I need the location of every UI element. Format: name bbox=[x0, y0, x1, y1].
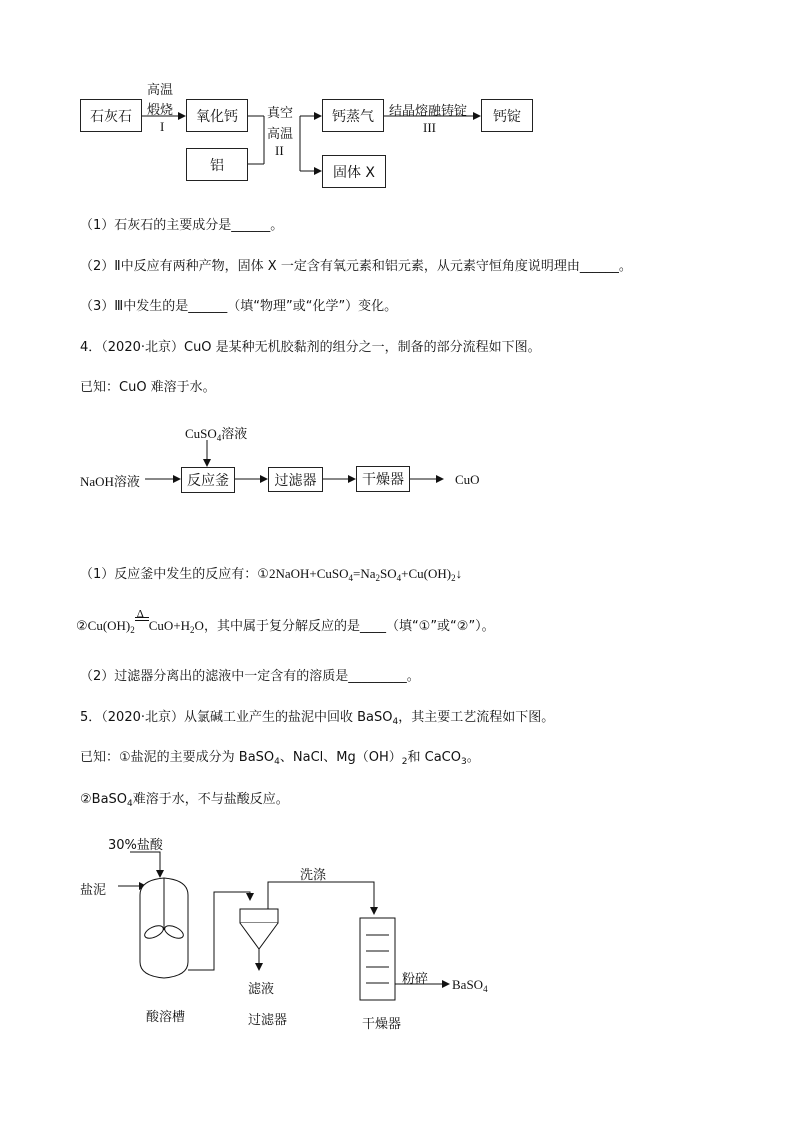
q4-part2: （2）过滤器分离出的滤液中一定含有的溶质是_________。 bbox=[80, 669, 420, 684]
label-grind: 粉碎 bbox=[402, 972, 429, 987]
q5-intro: 5．（2020·北京）从氯碱工业产生的盐泥中回收 BaSO$_4$，其主要工艺流程如下图。 bbox=[80, 710, 555, 727]
q3-part3: （3）Ⅲ中发生的是______（填“物理”或“化学”）变化。 bbox=[80, 299, 398, 314]
step2-label-2: 高温 bbox=[267, 127, 294, 142]
q3-part2: （2）Ⅱ中反应有两种产物，固体 X 一定含有氧元素和铝元素，从元素守恒角度说明理由______。 bbox=[80, 259, 632, 274]
label-filter: 过滤器 bbox=[248, 1013, 288, 1028]
q3-part1: （1）石灰石的主要成分是______。 bbox=[80, 218, 284, 233]
box-calcium-oxide: 氧化钙 bbox=[186, 99, 248, 132]
box-dryer: 干燥器 bbox=[356, 466, 410, 492]
box-limestone: 石灰石 bbox=[80, 99, 142, 132]
box-reactor: 反应釜 bbox=[181, 467, 235, 493]
q4-part1-eq2: $②Cu(OH)_2$ Δ $CuO+H_2O$，其中属于复分解反应的是____（填“①”或“②”）。 bbox=[76, 608, 495, 635]
filter-funnel bbox=[240, 909, 278, 949]
input-naoh: NaOH溶液 bbox=[80, 474, 140, 489]
q4-part1-eq1: （1）反应釜中发生的反应有：$①2NaOH+CuSO_4=Na_2SO_4+Cu(OH)_2↓$ bbox=[80, 566, 463, 583]
box-calcium-vapor: 钙蒸气 bbox=[322, 99, 384, 132]
label-product-baso4: BaSO$_4$ bbox=[452, 977, 488, 994]
delta-symbol: Δ bbox=[136, 608, 144, 620]
q4-intro: 4．（2020·北京）CuO 是某种无机胶黏剂的组分之一，制备的部分流程如下图。 bbox=[80, 340, 541, 355]
step1-label-2: 煅烧 bbox=[147, 103, 174, 118]
box-filter: 过滤器 bbox=[268, 467, 323, 492]
box-aluminum: 铝 bbox=[186, 148, 248, 181]
step3-roman: III bbox=[423, 120, 436, 135]
label-filtrate: 滤液 bbox=[248, 982, 275, 997]
acid-tank-vessel bbox=[140, 878, 188, 978]
output-cuo: CuO bbox=[455, 472, 480, 487]
label-dryer: 干燥器 bbox=[362, 1017, 402, 1032]
q5-known-2: ②BaSO$_4$难溶于水，不与盐酸反应。 bbox=[80, 792, 289, 809]
input-cuso4: CuSO$_4$溶液 bbox=[185, 426, 248, 443]
step1-label-1: 高温 bbox=[147, 83, 174, 98]
step3-label: 结晶熔融铸锭 bbox=[389, 104, 468, 119]
equation-1: $2NaOH+CuSO_4=Na_2SO_4+Cu(OH)_2↓$ bbox=[268, 566, 463, 583]
box-solid-x: 固体 X bbox=[322, 155, 386, 188]
label-acid: 30%盐酸 bbox=[108, 838, 163, 853]
label-salt-mud: 盐泥 bbox=[80, 883, 107, 898]
step2-roman: II bbox=[275, 143, 284, 158]
step1-roman: I bbox=[160, 119, 165, 134]
q5-known-1: 已知：①盐泥的主要成分为 BaSO$_4$、NaCl、$Mg(OH)_2$和 CaCO$_3$。 bbox=[80, 750, 480, 767]
equation-2: $Cu(OH)_2$ Δ $CuO+H_2O$ bbox=[87, 608, 204, 635]
label-acid-tank: 酸溶槽 bbox=[146, 1010, 186, 1025]
box-calcium-ingot: 钙锭 bbox=[481, 99, 533, 132]
dryer-unit bbox=[360, 918, 395, 1000]
label-wash: 洗涤 bbox=[300, 868, 327, 883]
q4-known: 已知：CuO 难溶于水。 bbox=[80, 380, 216, 395]
step2-label-1: 真空 bbox=[267, 106, 294, 121]
